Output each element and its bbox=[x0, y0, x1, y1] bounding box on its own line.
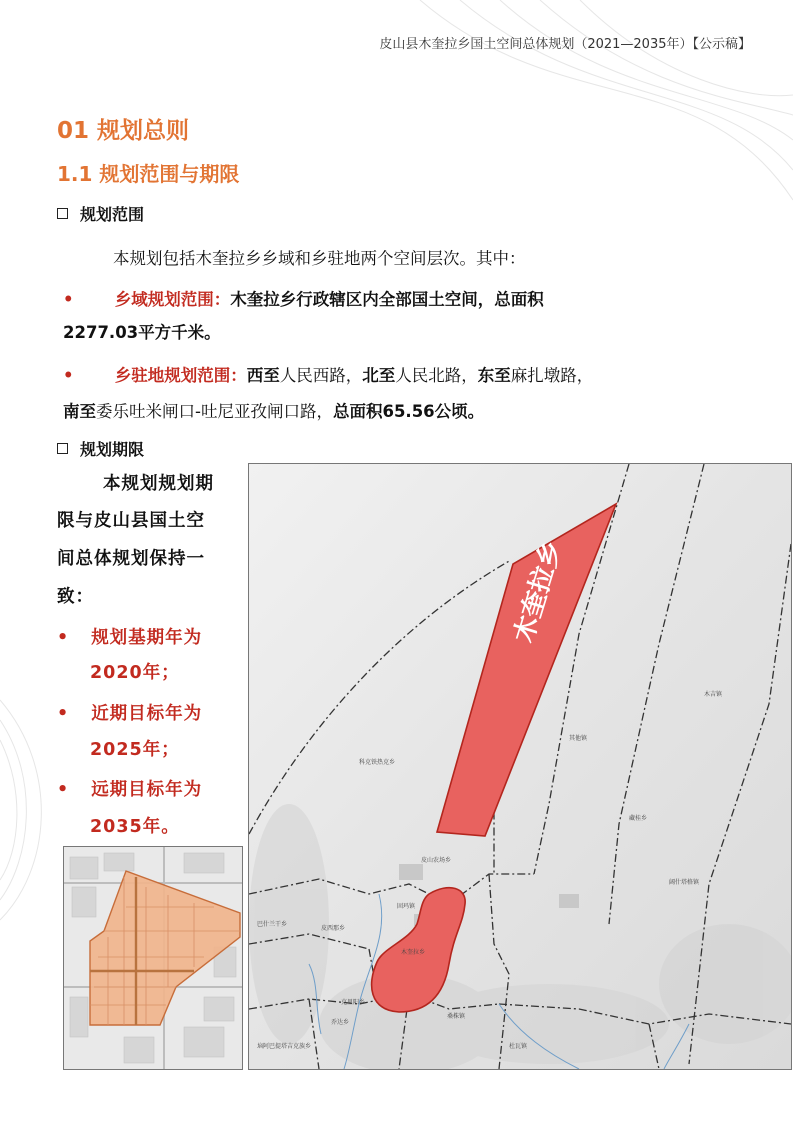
intro-paragraph: 本规划包括木奎拉乡乡域和乡驻地两个空间层次。其中： bbox=[113, 249, 526, 268]
document-header: 皮山县木奎拉乡国土空间总体规划（2021—2035年）【公示稿】 bbox=[379, 37, 751, 52]
bullet-icon: • bbox=[57, 628, 70, 648]
bullet-icon: • bbox=[63, 366, 74, 385]
south-label: 南至 bbox=[63, 402, 96, 421]
bullet-icon: • bbox=[57, 704, 70, 724]
checkbox-square-icon bbox=[57, 443, 68, 454]
place-label: 皮西那乡 bbox=[321, 925, 346, 932]
place-label: 藏桂乡 bbox=[629, 815, 648, 822]
long-year-text: 远期目标年为 bbox=[91, 780, 203, 800]
period-text-line3: 间总体规划保持一 bbox=[57, 549, 205, 569]
period-heading-text: 规划期限 bbox=[80, 440, 145, 459]
township-location-map bbox=[248, 463, 792, 1070]
checkbox-square-icon bbox=[57, 208, 68, 219]
place-label: 乔达乡 bbox=[331, 1019, 350, 1026]
bullet-icon: • bbox=[63, 290, 74, 309]
south-value: 委乐吐米闸口-吐尼亚孜闸口路， bbox=[96, 402, 333, 421]
place-label: 木奎拉乡 bbox=[401, 949, 426, 956]
east-value: 麻扎墩路， bbox=[510, 366, 594, 385]
period-heading bbox=[57, 437, 144, 460]
place-label: 克里阳乡 bbox=[341, 999, 366, 1006]
chapter-title: 01 规划总则 bbox=[57, 118, 190, 144]
place-label: 阔什塔格镇 bbox=[669, 879, 700, 886]
west-value: 人民西路， bbox=[279, 366, 363, 385]
near-year-line1 bbox=[57, 700, 202, 725]
north-label: 北至 bbox=[362, 366, 396, 385]
seat-scope-line1 bbox=[63, 362, 593, 386]
scope-heading bbox=[57, 202, 144, 225]
near-year-text: 近期目标年为 bbox=[91, 704, 203, 724]
highlight-label: 木奎拉乡 bbox=[509, 537, 569, 647]
place-label: 皮山农场乡 bbox=[421, 857, 452, 864]
long-year-line1 bbox=[57, 776, 202, 801]
place-label: 垴阿巴提塔吉克族乡 bbox=[257, 1043, 312, 1050]
township-scope-line2: 2277.03平方千米。 bbox=[63, 323, 221, 342]
township-scope-text: 木奎拉乡行政辖区内全部国土空间，总面积 bbox=[230, 290, 544, 309]
seat-scope-label: 乡驻地规划范围： bbox=[114, 366, 247, 385]
scope-heading-text: 规划范围 bbox=[80, 205, 145, 224]
place-label: 杜瓦镇 bbox=[509, 1043, 528, 1050]
place-label: 巴什兰干乡 bbox=[257, 921, 288, 928]
period-text-line1: 本规划规划期 bbox=[103, 474, 214, 494]
place-label: 科克铁热克乡 bbox=[359, 759, 396, 766]
east-label: 东至 bbox=[477, 366, 511, 385]
township-scope-label: 乡域规划范围： bbox=[114, 290, 231, 309]
place-label: 其他镇 bbox=[569, 735, 588, 742]
seat-scope-line2 bbox=[63, 398, 484, 422]
place-label: 桑株镇 bbox=[447, 1013, 466, 1020]
period-text-line2: 限与皮山县国土空 bbox=[57, 511, 205, 531]
north-value: 人民北路， bbox=[395, 366, 478, 385]
seat-map-graphic bbox=[64, 847, 242, 1069]
township-map-graphic bbox=[249, 464, 791, 1069]
base-year-line2: 2020年； bbox=[90, 663, 180, 683]
near-year-line2: 2025年； bbox=[90, 740, 180, 760]
place-label: 固玛镇 bbox=[397, 903, 416, 910]
period-text-line4: 致： bbox=[57, 587, 94, 607]
long-year-line2: 2035年。 bbox=[90, 817, 180, 837]
bullet-icon: • bbox=[57, 780, 70, 800]
section-title: 1.1 规划范围与期限 bbox=[57, 162, 240, 186]
base-year-text: 规划基期年为 bbox=[91, 628, 203, 648]
township-scope-line1 bbox=[63, 286, 544, 310]
seat-area: 总面积65.56公顷。 bbox=[332, 402, 485, 421]
place-label: 木吉镇 bbox=[704, 691, 723, 698]
seat-scope-map bbox=[63, 846, 243, 1070]
base-year-line1 bbox=[57, 624, 202, 649]
west-label: 西至 bbox=[246, 366, 280, 385]
